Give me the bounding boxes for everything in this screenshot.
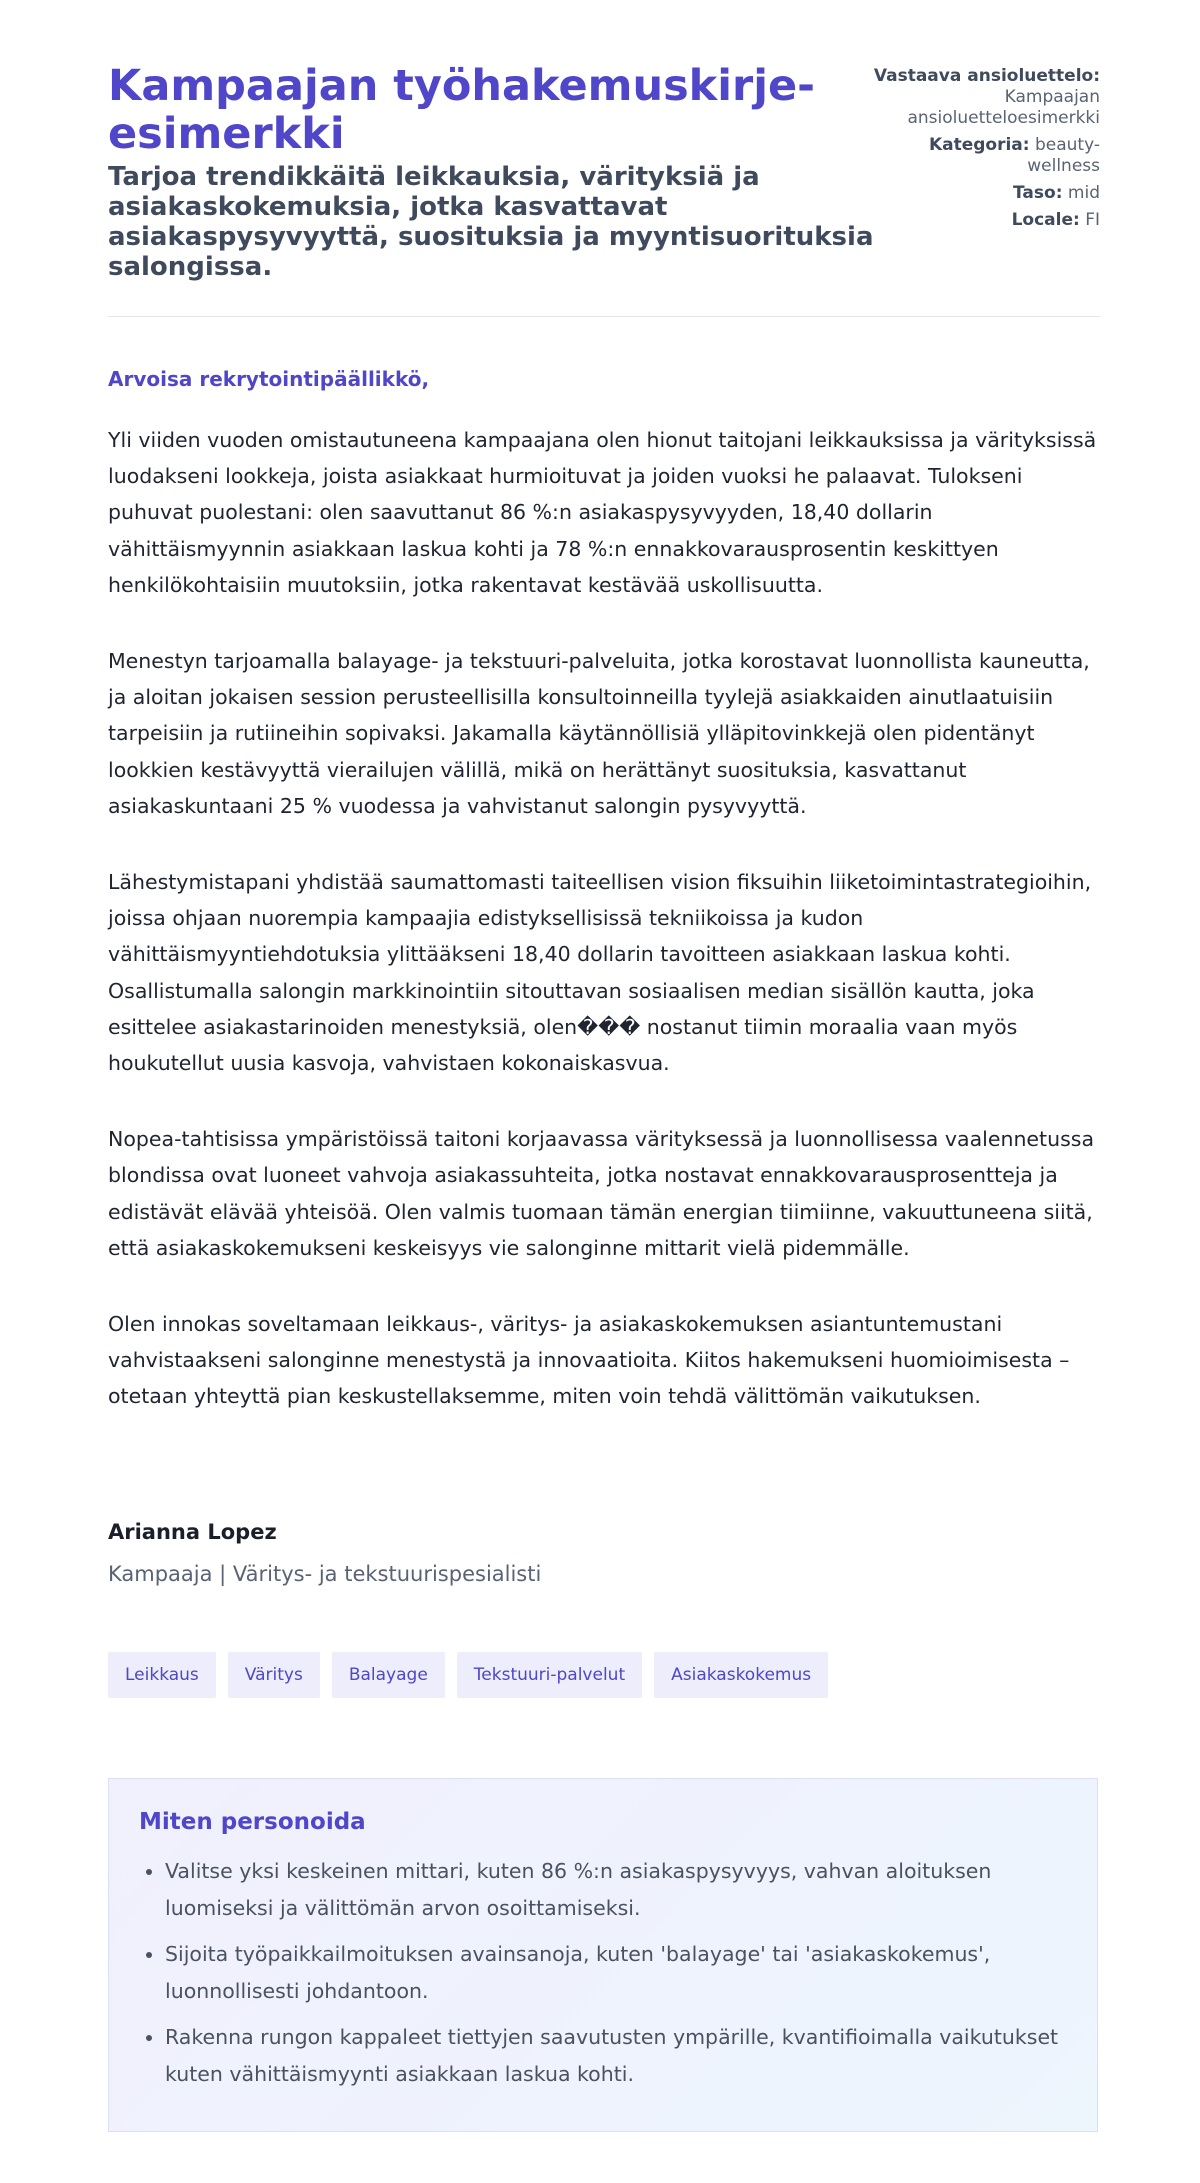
tip-item: • Valitse yksi keskeinen mittari, kuten 86 %:n asiakaspysyvyys, vahvan aloituksen luomiseksi ja välittömän arvon osoittamiseksi. xyxy=(165,1853,1067,1926)
header-divider xyxy=(108,316,1100,317)
page-header xyxy=(108,62,1100,318)
meta-panel xyxy=(860,66,1100,237)
letter-paragraph: Menestyn tarjoamalla balayage- ja tekstuuri-palveluita, jotka korostavat luonnollista kauneutta, ja aloitan jokaisen session perusteellisilla konsultoinneilla tyylejä asiakkaiden ainutlaatuisiin tarpeisiin ja rutiineihin sopivaksi. Jakamalla käytännöllisiä ylläpitovinkkejä olen pidentänyt lookkien kestävyyttä vierailujen välillä, mikä on herättänyt suosituksia, kasvattanut asiakaskuntaani 25 % vuodessa ja vahvistanut salongin pysyvyyttä. xyxy=(108,649,1090,818)
tips-list xyxy=(139,1853,1067,2092)
meta-locale-label: Locale: xyxy=(1011,210,1080,230)
skill-tag: Väritys xyxy=(228,1652,320,1698)
personalization-tips xyxy=(108,1778,1098,2132)
meta-level-label: Taso: xyxy=(1013,183,1063,203)
page-subtitle: Tarjoa trendikkäitä leikkauksia, värityksiä ja asiakaskokemuksia, jotka kasvattavat asiakaspysyvyyttä, suosituksia ja myyntisuorituksia salongissa. xyxy=(108,162,874,282)
skill-tags xyxy=(108,1652,828,1698)
letter-paragraph: Olen innokas soveltamaan leikkaus-, väritys- ja asiakaskokemuksen asiantuntemustani vahvistaakseni salonginne menestystä ja innovaatioita. Kiitos hakemukseni huomioimisesta – otetaan yhteyttä pian keskustellaksemme, miten voin tehdä välittömän vaikutuksen. xyxy=(108,1312,1070,1409)
meta-category xyxy=(860,135,1100,177)
letter-body xyxy=(108,422,1100,1455)
tip-item: • Rakenna rungon kappaleet tiettyjen saavutusten ympärille, kvantifioimalla vaikutukset kuten vähittäismyynti asiakkaan laskua kohti. xyxy=(165,2019,1067,2092)
signature-role: Kampaaja | Väritys- ja tekstuurispesialisti xyxy=(108,1562,542,1586)
meta-category-label: Kategoria: xyxy=(928,135,1030,155)
meta-level-value: mid xyxy=(1067,183,1100,203)
meta-locale xyxy=(860,210,1100,231)
letter-salutation: Arvoisa rekrytointipäällikkö, xyxy=(108,367,430,391)
meta-resume-link[interactable]: Kampaajan ansioluetteloesimerkki xyxy=(907,87,1100,128)
signature-name: Arianna Lopez xyxy=(108,1520,277,1544)
letter-paragraph: Yli viiden vuoden omistautuneena kampaajana olen hionut taitojani leikkauksissa ja värityksissä luodakseni lookkeja, joista asiakkaat hurmioituvat ja joiden vuoksi he palaavat. Tulokseni puhuvat puolestani: olen saavuttanut 86 %:n asiakaspysyvyyden, 18,40 dollarin vähittäismyynnin asiakkaan laskua kohti ja 78 %:n ennakkovarausprosentin keskittyen henkilökohtaisiin muutoksiin, jotka rakentavat kestävää uskollisuutta. xyxy=(108,428,1097,597)
skill-tag: Asiakaskokemus xyxy=(654,1652,828,1698)
skill-tag: Tekstuuri-palvelut xyxy=(457,1652,642,1698)
letter-paragraph: Nopea-tahtisissa ympäristöissä taitoni korjaavassa värityksessä ja luonnollisessa vaalennetussa blondissa ovat luoneet vahvoja asiakassuhteita, jotka nostavat ennakkovarausprosentteja ja edistävät elävää yhteisöä. Olen valmis tuomaan tämän energian tiimiinne, vakuuttuneena siitä, että asiakaskokemukseni keskeisyys vie salonginne mittarit vielä pidemmälle. xyxy=(108,1127,1095,1260)
meta-resume xyxy=(860,66,1100,129)
skill-tag: Balayage xyxy=(332,1652,445,1698)
tips-title: Miten personoida xyxy=(139,1809,366,1835)
skill-tag: Leikkaus xyxy=(108,1652,216,1698)
meta-level xyxy=(860,183,1100,204)
page-title: Kampaajan työhakemuskirje-esimerkki xyxy=(108,61,815,159)
meta-category-value: beauty-wellness xyxy=(1027,135,1100,176)
meta-resume-label: Vastaava ansioluettelo: xyxy=(873,66,1100,86)
letter-paragraph: Lähestymistapani yhdistää saumattomasti taiteellisen vision fiksuihin liiketoimintastrategioihin, joissa ohjaan nuorempia kampaajia edistyksellisissä tekniikoissa ja kudon vähittäismyyntiehdotuksia ylittääkseni 18,40 dollarin tavoitteen asiakkaan laskua kohti. Osallistumalla salongin markkinointiin sitouttavan sosiaalisen median sisällön kautta, joka esittelee asiakastarinoiden menestyksiä, olen��� nostanut tiimin moraalia vaan myös houkutellut uusia kasvoja, vahvistaen kokonaiskasvua. xyxy=(108,870,1092,1076)
tip-item: • Sijoita työpaikkailmoituksen avainsanoja, kuten 'balayage' tai 'asiakaskokemus', luonnollisesti johdantoon. xyxy=(165,1936,1067,2009)
meta-locale-value: FI xyxy=(1085,210,1100,230)
